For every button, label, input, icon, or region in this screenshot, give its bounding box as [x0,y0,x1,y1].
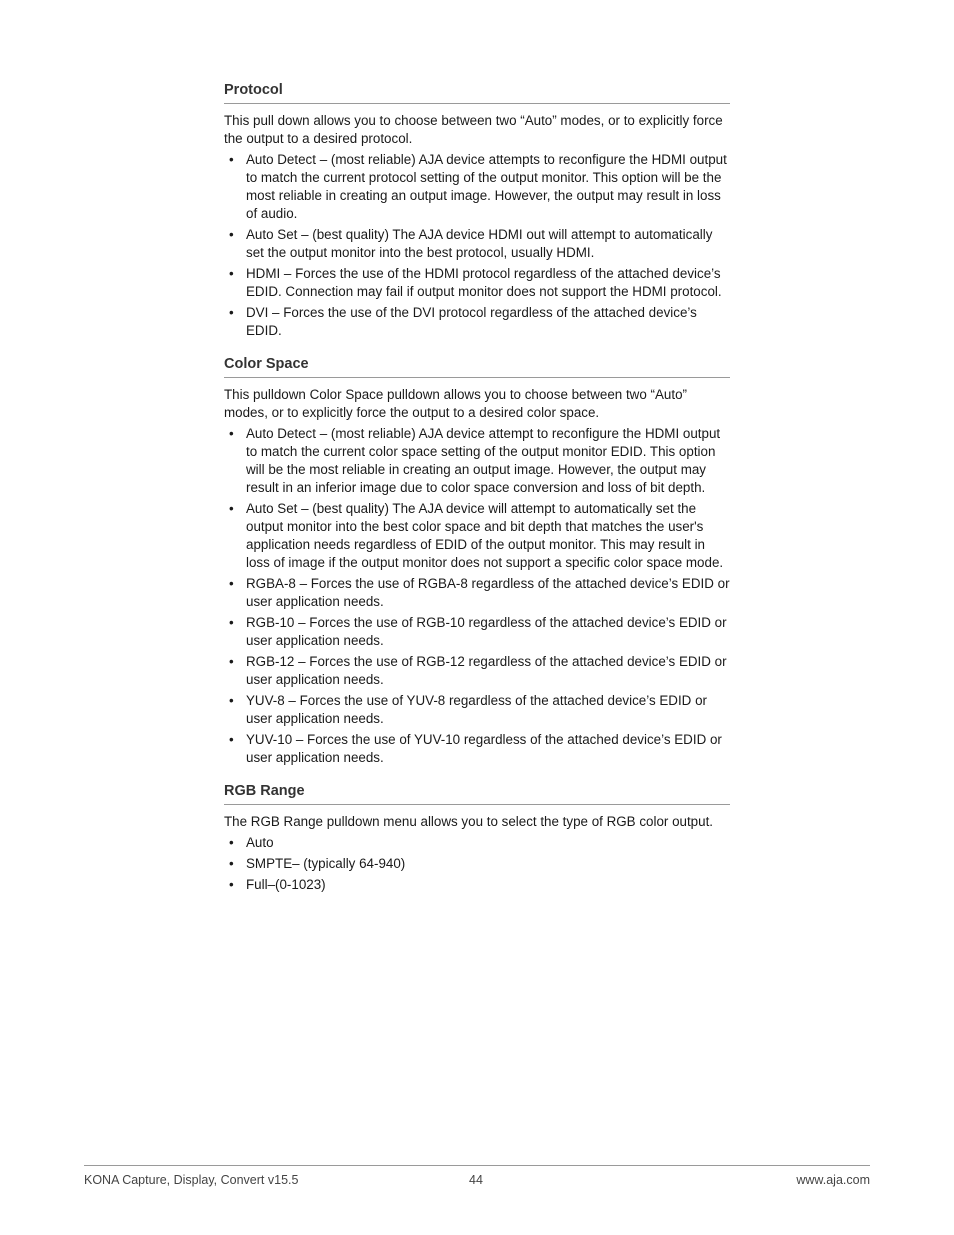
list-item-text: YUV-8 – Forces the use of YUV-8 regardless of the attached device’s EDID or user application needs. [246,693,707,726]
bullet-list [224,151,730,340]
list-item-text: Auto Detect – (most reliable) AJA device attempt to reconfigure the HDMI output to match the current color space setting of the output monitor EDID. This option will be the most reliable in creating an output image. However, the output may result in an inferior image due to color space conversion and loss of bit depth. [246,426,721,495]
list-item-text: RGB-12 – Forces the use of RGB-12 regardless of the attached device’s EDID or user application needs. [246,654,727,687]
bullet-icon: • [229,426,234,441]
section-intro: This pull down allows you to choose between two “Auto” modes, or to explicitly force the output to a desired protocol. [224,113,723,146]
list-item-text: YUV-10 – Forces the use of YUV-10 regardless of the attached device’s EDID or user application needs. [246,732,722,765]
list-item [224,692,730,728]
list-item-text: Auto [246,835,274,850]
bullet-icon: • [229,576,234,591]
bullet-list [224,834,730,894]
footer-website-link[interactable]: www.aja.com [796,1173,870,1187]
list-item [224,653,730,689]
list-item [224,304,730,340]
section-protocol [224,80,730,340]
bullet-list [224,425,730,767]
bullet-icon: • [229,615,234,630]
list-item-text: Auto Detect – (most reliable) AJA device attempts to reconfigure the HDMI output to match the current protocol setting of the output monitor. This option will be the most reliable in creating an output image. However, the output may result in loss of audio. [246,152,727,221]
bullet-icon: • [229,152,234,167]
footer-doc-title: KONA Capture, Display, Convert v15.5 [84,1173,299,1187]
list-item [224,876,730,894]
bullet-icon: • [229,856,234,871]
list-item [224,500,730,572]
list-item-text: Auto Set – (best quality) The AJA device HDMI out will attempt to automatically set the output monitor into the best protocol, usually HDMI. [246,227,713,260]
bullet-icon: • [229,266,234,281]
list-item [224,575,730,611]
section-title: RGB Range [224,781,730,805]
section-intro: This pulldown Color Space pulldown allows you to choose between two “Auto” modes, or to explicitly force the output to a desired color space. [224,387,687,420]
section-title: Color Space [224,354,730,378]
bullet-icon: • [229,501,234,516]
section-title: Protocol [224,80,730,104]
list-item-text: Auto Set – (best quality) The AJA device will attempt to automatically set the output monitor into the best color space and bit depth that matches the user's application needs regardless of EDID of the output monitor. This may result in loss of image if the output monitor does not support a specific color space mode. [246,501,724,570]
bullet-icon: • [229,305,234,320]
footer-page-number: 44 [469,1173,483,1187]
bullet-icon: • [229,227,234,242]
list-item [224,614,730,650]
list-item [224,151,730,223]
bullet-icon: • [229,693,234,708]
list-item [224,425,730,497]
section-intro: The RGB Range pulldown menu allows you to select the type of RGB color output. [224,814,714,829]
list-item-text: Full–(0-1023) [246,877,326,892]
page-footer [84,1165,870,1187]
list-item-text: RGB-10 – Forces the use of RGB-10 regardless of the attached device’s EDID or user application needs. [246,615,727,648]
list-item [224,834,730,852]
list-item-text: RGBA-8 – Forces the use of RGBA-8 regardless of the attached device’s EDID or user application needs. [246,576,730,609]
section-rgb-range [224,781,730,894]
document-body [224,80,730,908]
bullet-icon: • [229,654,234,669]
list-item-text: DVI – Forces the use of the DVI protocol regardless of the attached device’s EDID. [246,305,697,338]
list-item [224,226,730,262]
list-item [224,265,730,301]
bullet-icon: • [229,835,234,850]
list-item-text: SMPTE– (typically 64-940) [246,856,406,871]
bullet-icon: • [229,732,234,747]
list-item [224,731,730,767]
bullet-icon: • [229,877,234,892]
section-color-space [224,354,730,767]
list-item [224,855,730,873]
list-item-text: HDMI – Forces the use of the HDMI protocol regardless of the attached device’s EDID. Connection may fail if output monitor does not support the HDMI protocol. [246,266,722,299]
